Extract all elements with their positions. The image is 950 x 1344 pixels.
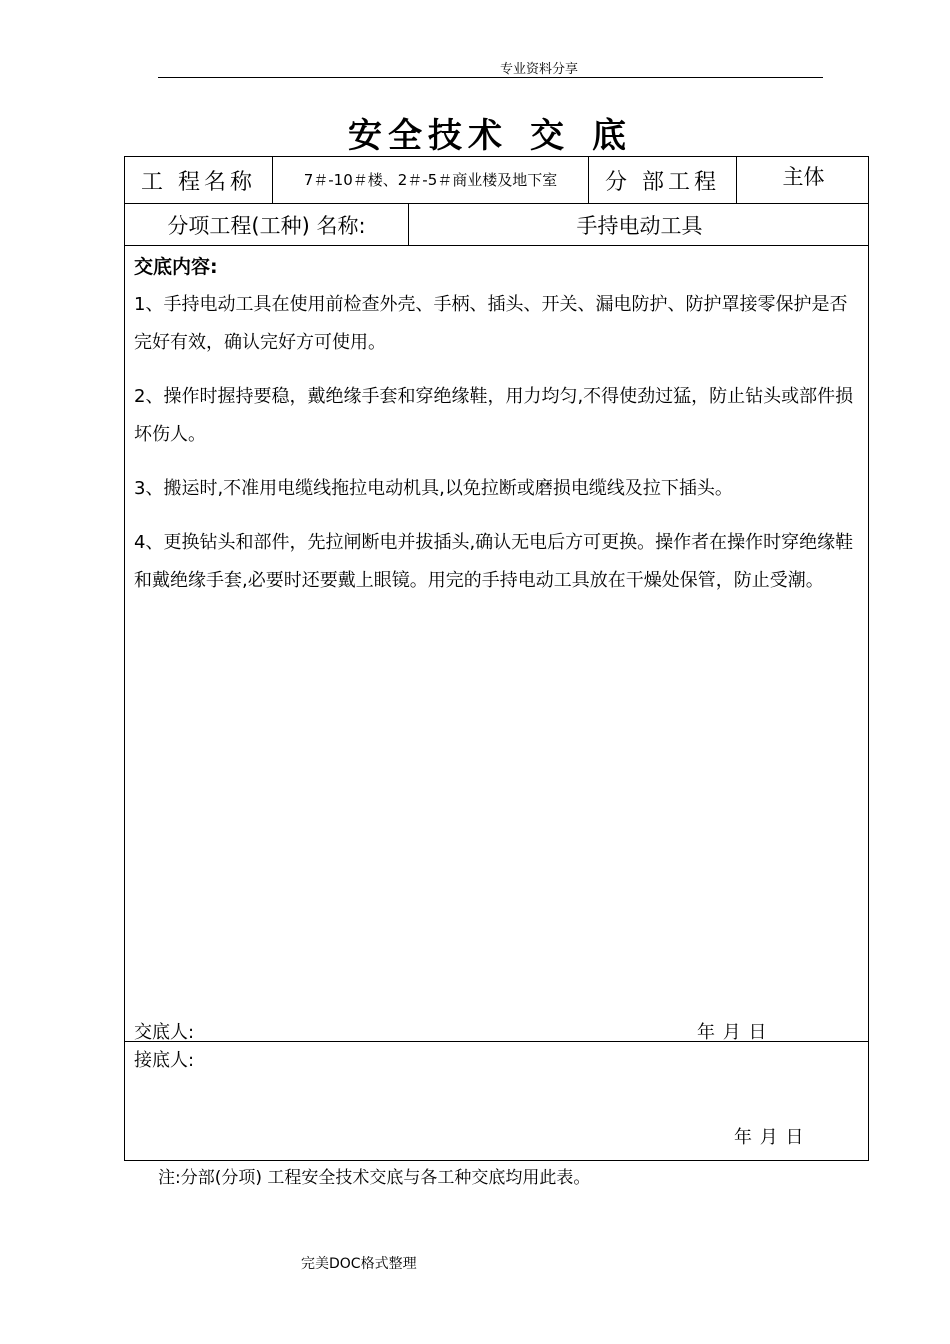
table-note: 注:分部(分项) 工程安全技术交底与各工种交底均用此表。 (158, 1168, 591, 1188)
receiver-label: 接底人: (134, 1050, 195, 1071)
content-item-4: 4、更换钻头和部件，先拉闸断电并拔插头,确认无电后方可更换。操作者在操作时穿绝缘鞋和戴绝缘手套,必要时还要戴上眼镜。用完的手持电动工具放在干燥处保管，防止受潮。 (134, 532, 854, 591)
title-part-1: 安全技术 (348, 116, 508, 156)
title-part-3: 底 (592, 116, 632, 156)
footer-note: 完美DOC格式整理 (301, 1256, 417, 1272)
subitem-label: 分项工程(工种) 名称: (167, 213, 366, 238)
project-info-row (124, 156, 869, 204)
handover-person-label: 交底人: (134, 1022, 195, 1043)
document-title (0, 108, 950, 157)
content-section (124, 245, 869, 1042)
title-part-2: 交 (530, 116, 570, 156)
project-name-value: 7＃-10＃楼、2＃-5＃商业楼及地下室 (272, 157, 588, 203)
project-name-label: 工 程名称 (141, 169, 256, 195)
division-label: 分 部工程 (588, 157, 736, 203)
content-heading: 交底内容: (134, 256, 218, 278)
header-divider (158, 77, 823, 78)
header-note: 专业资料分享 (499, 62, 578, 77)
division-value: 主体 (736, 157, 870, 203)
receiver-section (124, 1041, 869, 1161)
subitem-row (124, 203, 869, 246)
content-item-1: 1、手持电动工具在使用前检查外壳、手柄、插头、开关、漏电防护、防护罩接零保护是否完好有效，确认完好方可使用。 (134, 294, 848, 353)
content-item-3: 3、搬运时,不准用电缆线拖拉电动机具,以免拉断或磨损电缆线及拉下插头。 (134, 478, 733, 499)
subitem-value: 手持电动工具 (408, 204, 870, 245)
content-item-2: 2、操作时握持要稳，戴绝缘手套和穿绝缘鞋，用力均匀,不得使劲过猛，防止钻头或部件损坏伤人。 (134, 386, 854, 445)
receive-date: 年 月 日 (734, 1127, 805, 1148)
handover-date: 年 月 日 (697, 1022, 768, 1043)
